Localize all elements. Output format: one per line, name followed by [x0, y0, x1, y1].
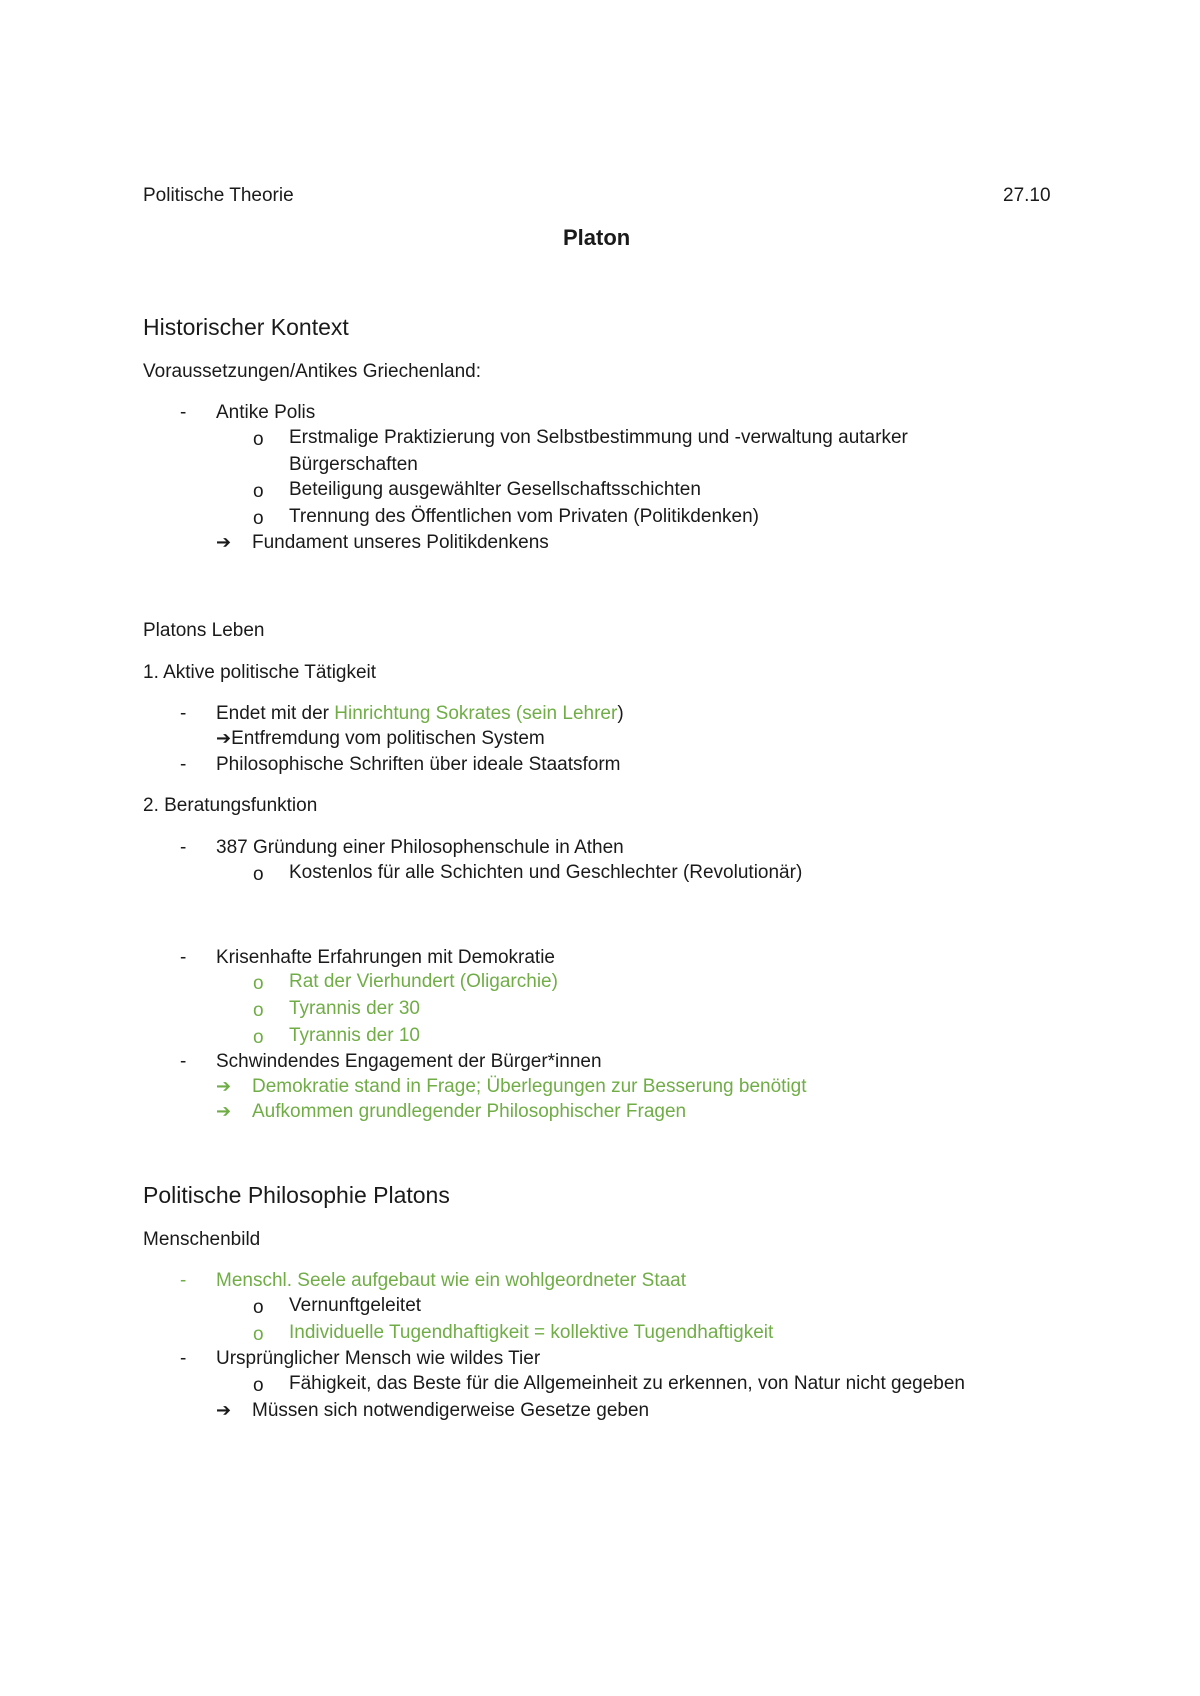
circle-bullet: o: [253, 1324, 264, 1345]
list-item: Krisenhafte Erfahrungen mit Demokratie: [216, 947, 555, 968]
list-item: Antike Polis: [216, 402, 316, 423]
list-item: Müssen sich notwendigerweise Gesetze geben: [252, 1400, 650, 1421]
circle-bullet: o: [253, 1000, 264, 1021]
date: 27.10: [1003, 185, 1051, 206]
dash-bullet: -: [180, 947, 187, 968]
circle-bullet: o: [253, 429, 264, 450]
dash-bullet: -: [180, 1051, 187, 1072]
circle-bullet: o: [253, 1297, 264, 1318]
circle-bullet: o: [253, 1375, 264, 1396]
subheading-platons-leben: Platons Leben: [143, 620, 265, 641]
arrow-icon: ➔: [216, 1076, 232, 1096]
heading-historischer-kontext: Historischer Kontext: [143, 314, 349, 340]
numbered-heading: 1. Aktive politische Tätigkeit: [143, 662, 377, 683]
circle-bullet: o: [253, 973, 264, 994]
list-item: Fähigkeit, das Beste für die Allgemeinheit zu erkennen, von Natur nicht gegeben: [289, 1373, 965, 1394]
dash-bullet: -: [180, 1348, 187, 1369]
list-item: Menschl. Seele aufgebaut wie ein wohlgeordneter Staat: [216, 1270, 687, 1291]
list-item: Fundament unseres Politikdenkens: [252, 532, 549, 553]
course-name: Politische Theorie: [143, 185, 294, 206]
arrow-icon: ➔: [216, 1101, 232, 1121]
list-item: ➔Entfremdung vom politischen System: [216, 728, 545, 749]
arrow-icon: ➔: [216, 1400, 232, 1420]
list-item: Beteiligung ausgewählter Gesellschaftsschichten: [289, 479, 701, 500]
circle-bullet: o: [253, 481, 264, 502]
list-item: Vernunftgeleitet: [289, 1295, 422, 1316]
circle-bullet: o: [253, 864, 264, 885]
page-title: Platon: [563, 225, 631, 250]
list-item: Schwindendes Engagement der Bürger*innen: [216, 1051, 602, 1072]
circle-bullet: o: [253, 1027, 264, 1048]
list-item: Aufkommen grundlegender Philosophischer Fragen: [252, 1101, 687, 1122]
dash-bullet: -: [180, 402, 187, 423]
dash-bullet: -: [180, 1270, 187, 1291]
list-item: Endet mit der Hinrichtung Sokrates (sein Lehrer): [216, 703, 624, 724]
dash-bullet: -: [180, 837, 187, 858]
list-item: Bürgerschaften: [289, 454, 418, 475]
arrow-icon: ➔: [216, 728, 232, 748]
list-item: Erstmalige Praktizierung von Selbstbestimmung und -verwaltung autarker: [289, 427, 908, 448]
dash-bullet: -: [180, 754, 187, 775]
numbered-heading: 2. Beratungsfunktion: [143, 795, 318, 816]
list-item: Ursprünglicher Mensch wie wildes Tier: [216, 1348, 541, 1369]
list-item: Trennung des Öffentlichen vom Privaten (Politikdenken): [289, 506, 759, 527]
heading-politische-philosophie: Politische Philosophie Platons: [143, 1182, 450, 1208]
list-item: Tyrannis der 10: [289, 1025, 420, 1046]
list-item: Tyrannis der 30: [289, 998, 420, 1019]
subheading-voraussetzungen: Voraussetzungen/Antikes Griechenland:: [143, 361, 481, 382]
list-item: Kostenlos für alle Schichten und Geschlechter (Revolutionär): [289, 862, 803, 883]
list-item: Individuelle Tugendhaftigkeit = kollektive Tugendhaftigkeit: [289, 1322, 774, 1343]
list-item: Demokratie stand in Frage; Überlegungen zur Besserung benötigt: [252, 1076, 807, 1097]
dash-bullet: -: [180, 703, 187, 724]
circle-bullet: o: [253, 508, 264, 529]
arrow-icon: ➔: [216, 532, 232, 552]
list-item: Philosophische Schriften über ideale Staatsform: [216, 754, 621, 775]
list-item: 387 Gründung einer Philosophenschule in Athen: [216, 837, 624, 858]
subheading-menschenbild: Menschenbild: [143, 1229, 261, 1250]
list-item: Rat der Vierhundert (Oligarchie): [289, 971, 558, 992]
